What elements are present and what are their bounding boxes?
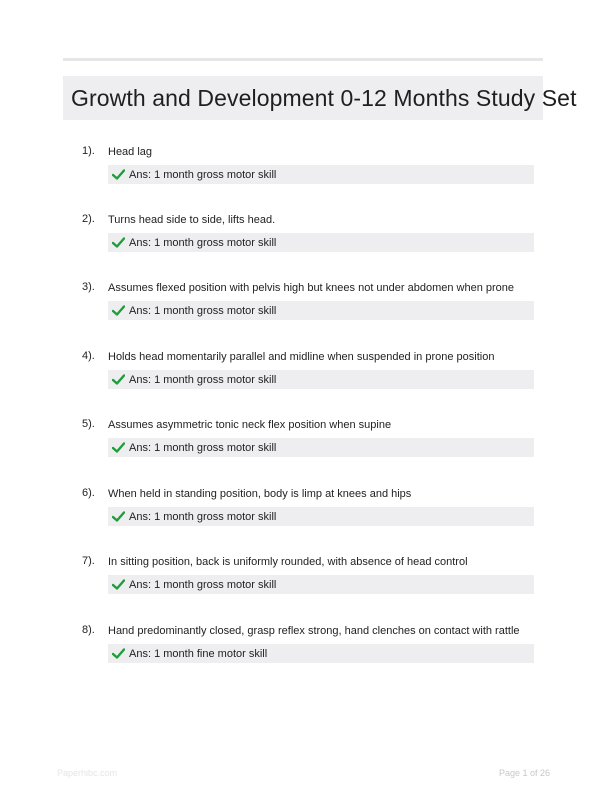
- answer-text: Ans: 1 month gross motor skill: [129, 578, 277, 591]
- check-icon: [112, 511, 125, 522]
- answer-text: Ans: 1 month gross motor skill: [129, 168, 277, 181]
- title-bar: [63, 76, 577, 120]
- question-text: Hand predominantly closed, grasp reflex strong, hand clenches on contact with rattle: [108, 625, 520, 637]
- question-number: 5).: [82, 418, 95, 430]
- answer-text: Ans: 1 month gross motor skill: [129, 441, 277, 454]
- answer-box: [108, 575, 534, 594]
- answer-box: [108, 507, 534, 526]
- question-text: Assumes flexed position with pelvis high but knees not under abdomen when prone: [108, 282, 515, 294]
- answer-box: [108, 165, 534, 184]
- question-number: 3).: [82, 281, 95, 293]
- answer-text: Ans: 1 month gross motor skill: [129, 304, 277, 317]
- question-item: [0, 624, 606, 684]
- answer-box: [108, 370, 534, 389]
- question-text: In sitting position, back is uniformly rounded, with absence of head control: [108, 556, 468, 568]
- check-icon: [112, 579, 125, 590]
- question-text: When held in standing position, body is limp at knees and hips: [108, 488, 412, 500]
- question-text: Head lag: [108, 146, 153, 158]
- question-text: Assumes asymmetric tonic neck flex position when supine: [108, 419, 392, 431]
- question-text: Holds head momentarily parallel and midline when suspended in prone position: [108, 351, 495, 363]
- question-item: [0, 350, 606, 410]
- answer-text: Ans: 1 month gross motor skill: [129, 510, 277, 523]
- question-number: 6).: [82, 487, 95, 499]
- question-number: 8).: [82, 624, 95, 636]
- question-item: [0, 418, 606, 478]
- question-number: 4).: [82, 350, 95, 362]
- question-item: [0, 281, 606, 341]
- answer-box: [108, 301, 534, 320]
- question-number: 1).: [82, 145, 95, 157]
- page-title: Growth and Development 0-12 Months Study Set: [71, 84, 577, 111]
- answer-box: [108, 644, 534, 663]
- question-number: 7).: [82, 555, 95, 567]
- footer-site: Paperhibc.com: [57, 768, 118, 778]
- top-divider: [63, 58, 543, 61]
- check-icon: [112, 442, 125, 453]
- check-icon: [112, 237, 125, 248]
- question-item: [0, 555, 606, 615]
- question-text: Turns head side to side, lifts head.: [108, 214, 276, 226]
- answer-text: Ans: 1 month gross motor skill: [129, 373, 277, 386]
- check-icon: [112, 169, 125, 180]
- answer-text: Ans: 1 month gross motor skill: [129, 236, 277, 249]
- answer-box: [108, 233, 534, 252]
- check-icon: [112, 648, 125, 659]
- question-number: 2).: [82, 213, 95, 225]
- question-item: [0, 213, 606, 273]
- check-icon: [112, 305, 125, 316]
- question-item: [0, 145, 606, 205]
- answer-box: [108, 438, 534, 457]
- answer-text: Ans: 1 month fine motor skill: [129, 647, 268, 660]
- footer-page-number: Page 1 of 26: [498, 768, 550, 778]
- check-icon: [112, 374, 125, 385]
- question-item: [0, 487, 606, 547]
